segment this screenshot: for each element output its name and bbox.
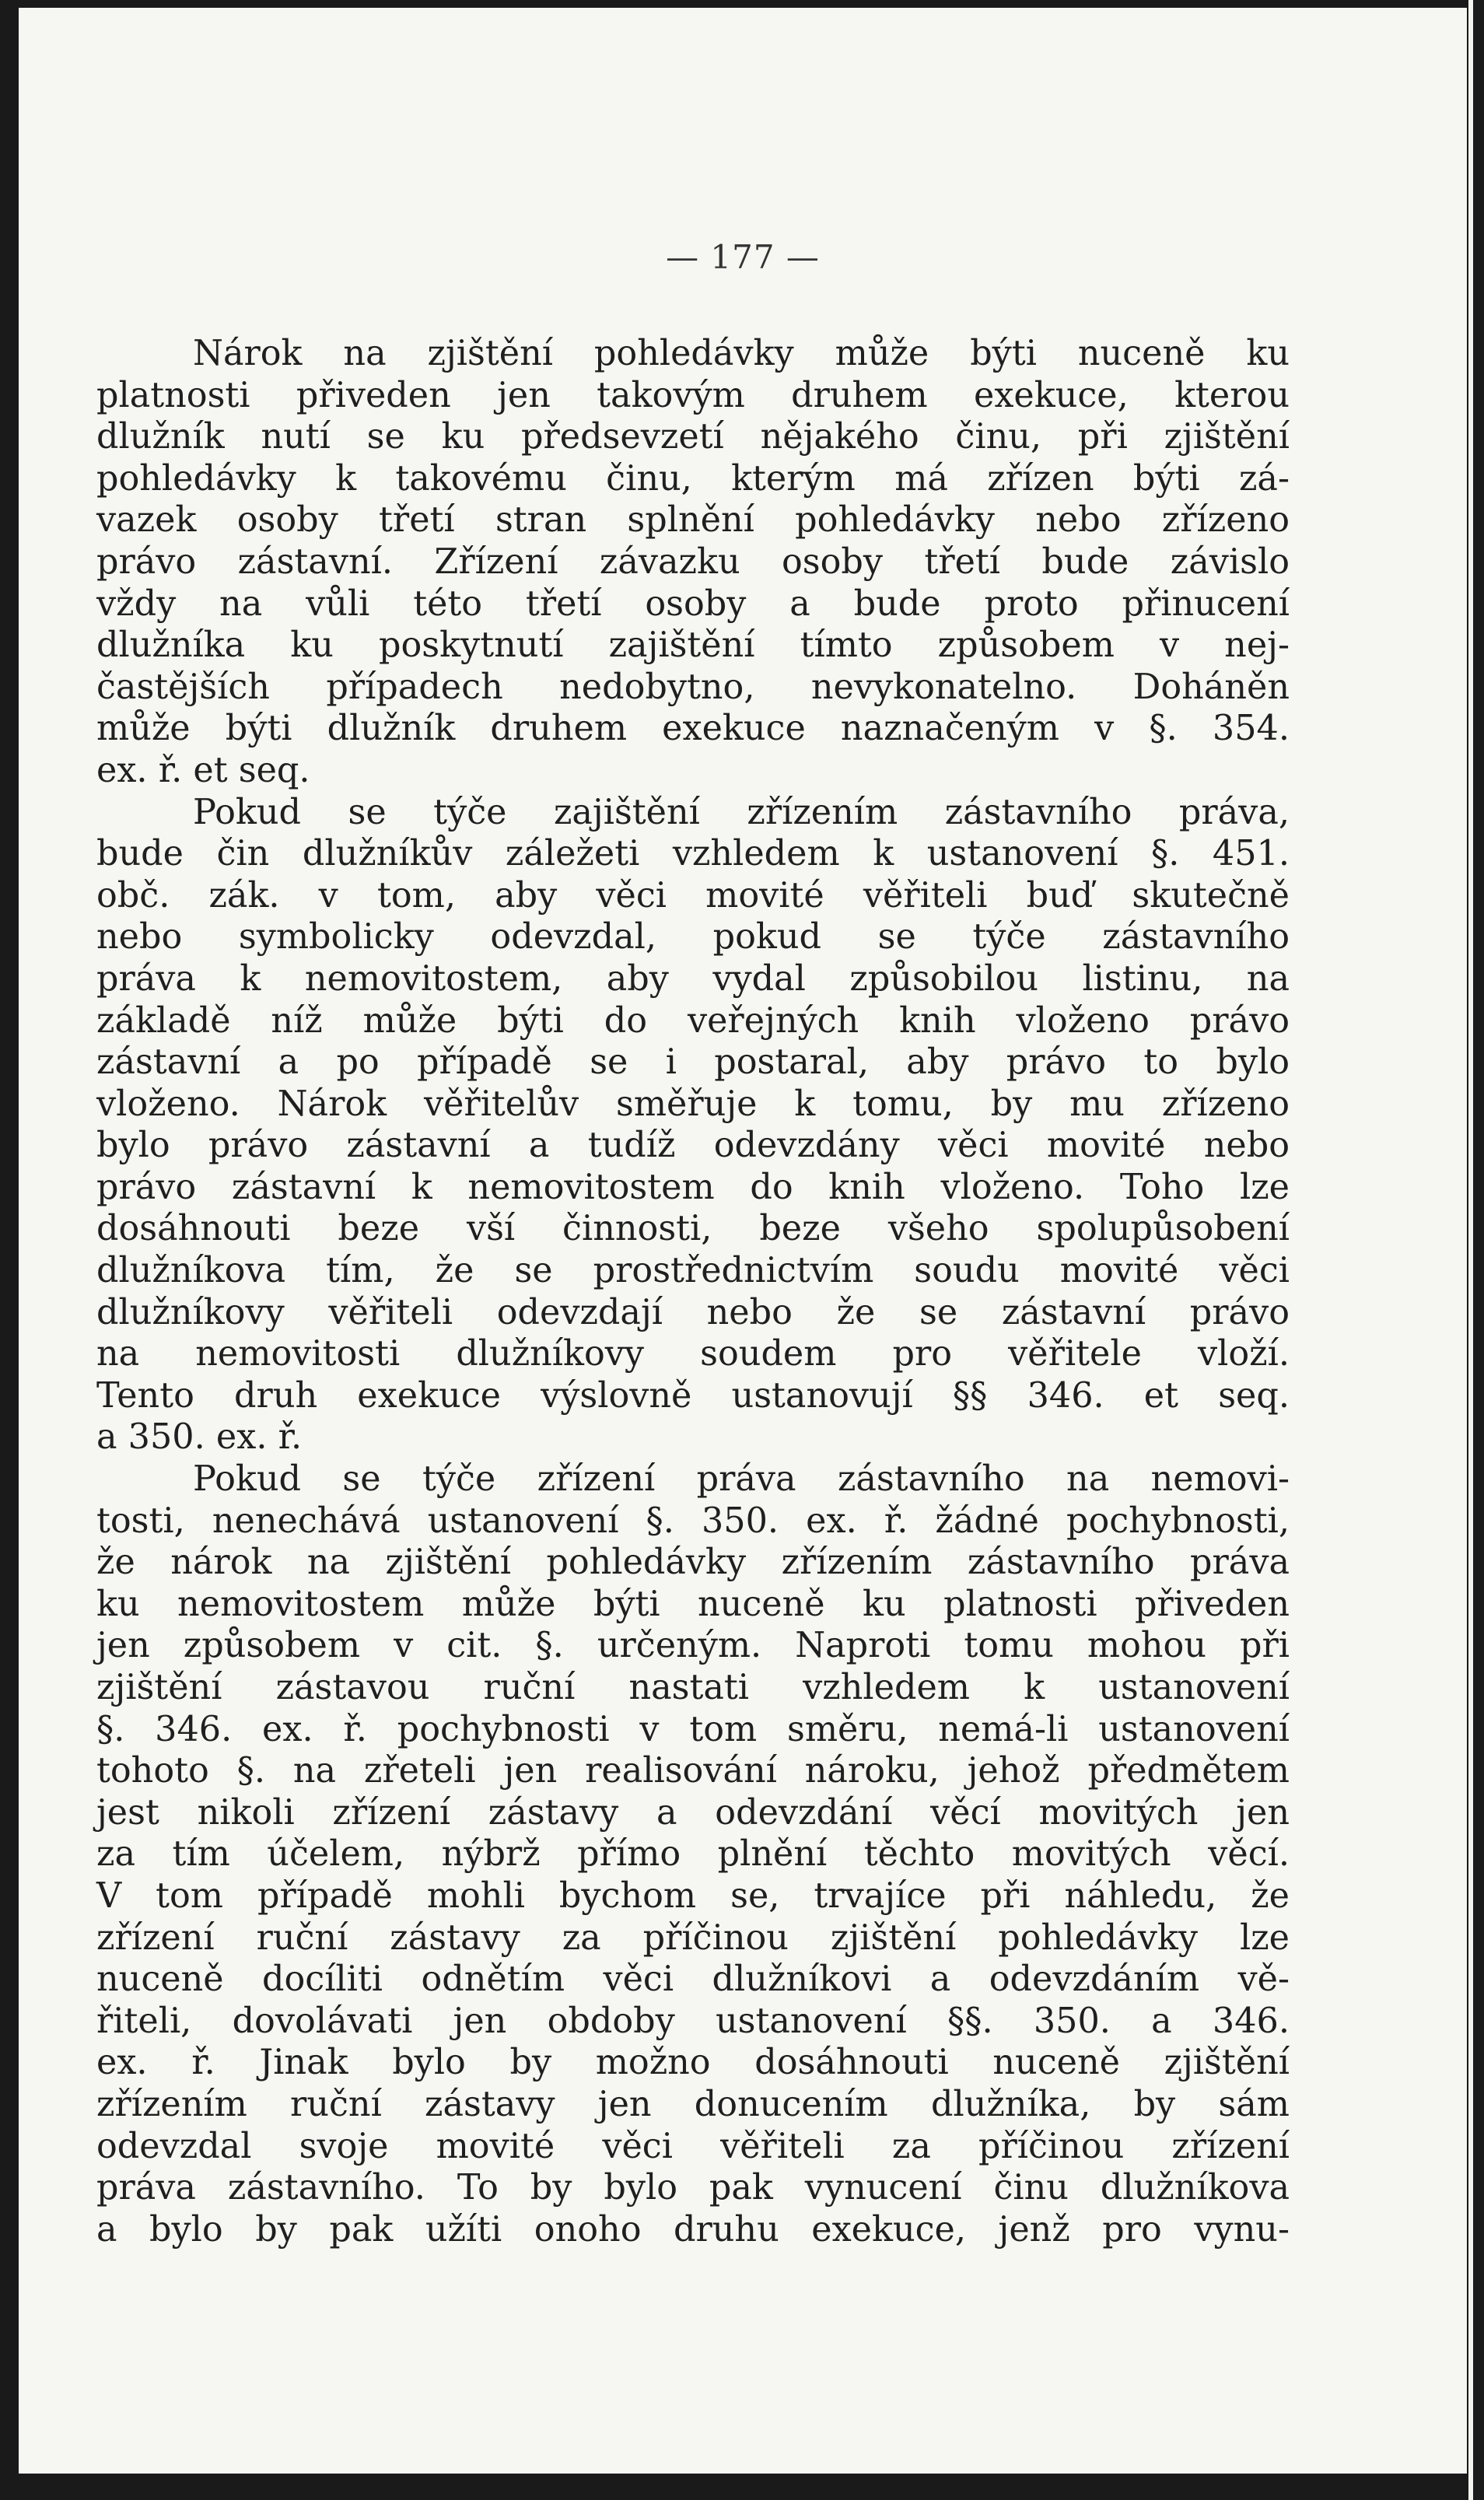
text-line: jest nikoli zřízení zástavy a odevzdání věcí movitých jen xyxy=(96,1792,1290,1833)
text-line: jen způsobem v cit. §. určeným. Naproti tomu mohou při xyxy=(96,1626,1290,1666)
text-line: obč. zák. v tom, aby věci movité věřiteli buď skutečně xyxy=(96,875,1290,916)
text-line: tohoto §. na zřeteli jen realisování nároku, jehož předmětem xyxy=(96,1751,1290,1791)
text-line: že nárok na zjištění pohledávky zřízením zástavního práva xyxy=(96,1542,1290,1583)
text-line: a bylo by pak užíti onoho druhu exekuce, jenž pro vynu- xyxy=(96,2209,1290,2250)
text-line: Pokud se týče zajištění zřízením zástavního práva, xyxy=(193,792,1290,832)
text-line: vazek osoby třetí stran splnění pohledávky nebo zřízeno xyxy=(96,500,1290,541)
text-line: nuceně docíliti odnětím věci dlužníkovi a odevzdáním vě- xyxy=(96,1959,1290,2000)
text-line: práva k nemovitostem, aby vydal způsobilou listinu, na xyxy=(96,958,1290,999)
text-line: odevzdal svoje movité věci věřiteli za příčinou zřízení xyxy=(96,2126,1290,2166)
text-line: práva zástavního. To by bylo pak vynucení činu dlužníkova xyxy=(96,2168,1290,2208)
page-edge xyxy=(1468,0,1473,2500)
text-line: dlužníka ku poskytnutí zajištění tímto způsobem v nej- xyxy=(96,625,1290,666)
page-number: — 177 — xyxy=(666,238,820,276)
text-line: zřízení ruční zástavy za příčinou zjištění pohledávky lze xyxy=(96,1917,1290,1958)
text-line: ex. ř. Jinak bylo by možno dosáhnouti nuceně zjištění xyxy=(96,2043,1290,2083)
text-line: právo zástavní. Zřízení závazku osoby třetí bude závislo xyxy=(96,541,1290,582)
paragraph-1 xyxy=(96,333,1290,792)
text-line: dlužník nutí se ku předsevzetí nějakého činu, při zjištění xyxy=(96,417,1290,457)
text-line: §. 346. ex. ř. pochybnosti v tom směru, nemá-li ustanovení xyxy=(96,1709,1290,1749)
text-line: zjištění zástavou ruční nastati vzhledem k ustanovení xyxy=(96,1668,1290,1707)
text-line: V tom případě mohli bychom se, trvajíce při náhledu, že xyxy=(96,1875,1290,1916)
book-page xyxy=(19,8,1467,2474)
text-line: řiteli, dovolávati jen obdoby ustanovení §§. 350. a 346. xyxy=(96,2001,1290,2041)
text-line: Nárok na zjištění pohledávky může býti nuceně ku xyxy=(193,334,1290,373)
text-line: dlužníkovy věřiteli odevzdají nebo že se zástavní právo xyxy=(96,1292,1290,1332)
text-line: Pokud se týče zřízení práva zástavního na nemovi- xyxy=(193,1459,1290,1500)
text-line: tosti, nenechává ustanovení §. 350. ex. ř. žádné pochybnosti, xyxy=(96,1500,1290,1541)
text-line: může býti dlužník druhem exekuce naznačeným v §. 354. xyxy=(96,709,1290,749)
text-line: častějších případech nedobytno, nevykonatelno. Doháněn xyxy=(96,667,1290,707)
text-line: dlužníkova tím, že se prostřednictvím soudu movité věci xyxy=(96,1251,1290,1291)
body-text xyxy=(96,333,1290,2250)
text-line: dosáhnouti beze vší činnosti, beze všeho spolupůsobení xyxy=(96,1209,1290,1249)
paragraph-3 xyxy=(96,1458,1290,2250)
text-line: a 350. ex. ř. xyxy=(96,1417,303,1458)
text-line: za tím účelem, nýbrž přímo plnění těchto movitých věcí. xyxy=(96,1834,1290,1875)
text-line: ex. ř. et seq. xyxy=(96,750,310,790)
text-line: právo zástavní k nemovitostem do knih vloženo. Toho lze xyxy=(96,1167,1290,1207)
paragraph-2 xyxy=(96,792,1290,1459)
text-line: platnosti přiveden jen takovým druhem exekuce, kterou xyxy=(96,375,1290,415)
text-line: Tento druh exekuce výslovně ustanovují §§ 346. et seq. xyxy=(96,1375,1290,1416)
text-line: pohledávky k takovému činu, kterým má zřízen býti zá- xyxy=(96,458,1290,499)
text-line: vždy na vůli této třetí osoby a bude proto přinucení xyxy=(96,583,1290,624)
text-line: základě níž může býti do veřejných knih vloženo právo xyxy=(96,1000,1290,1041)
text-line: na nemovitosti dlužníkovy soudem pro věřitele vloží. xyxy=(96,1334,1290,1374)
text-line: nebo symbolicky odevzdal, pokud se týče zástavního xyxy=(96,917,1290,958)
text-line: zástavní a po případě se i postaral, aby právo to bylo xyxy=(96,1042,1290,1083)
text-line: bude čin dlužníkův záležeti vzhledem k ustanovení §. 451. xyxy=(96,834,1290,874)
text-line: bylo právo zástavní a tudíž odevzdány věci movité nebo xyxy=(96,1126,1290,1166)
text-line: zřízením ruční zástavy jen donucením dlužníka, by sám xyxy=(96,2084,1290,2124)
text-line: vloženo. Nárok věřitelův směřuje k tomu, by mu zřízeno xyxy=(96,1084,1290,1124)
text-line: ku nemovitostem může býti nuceně ku platnosti přiveden xyxy=(96,1584,1290,1624)
